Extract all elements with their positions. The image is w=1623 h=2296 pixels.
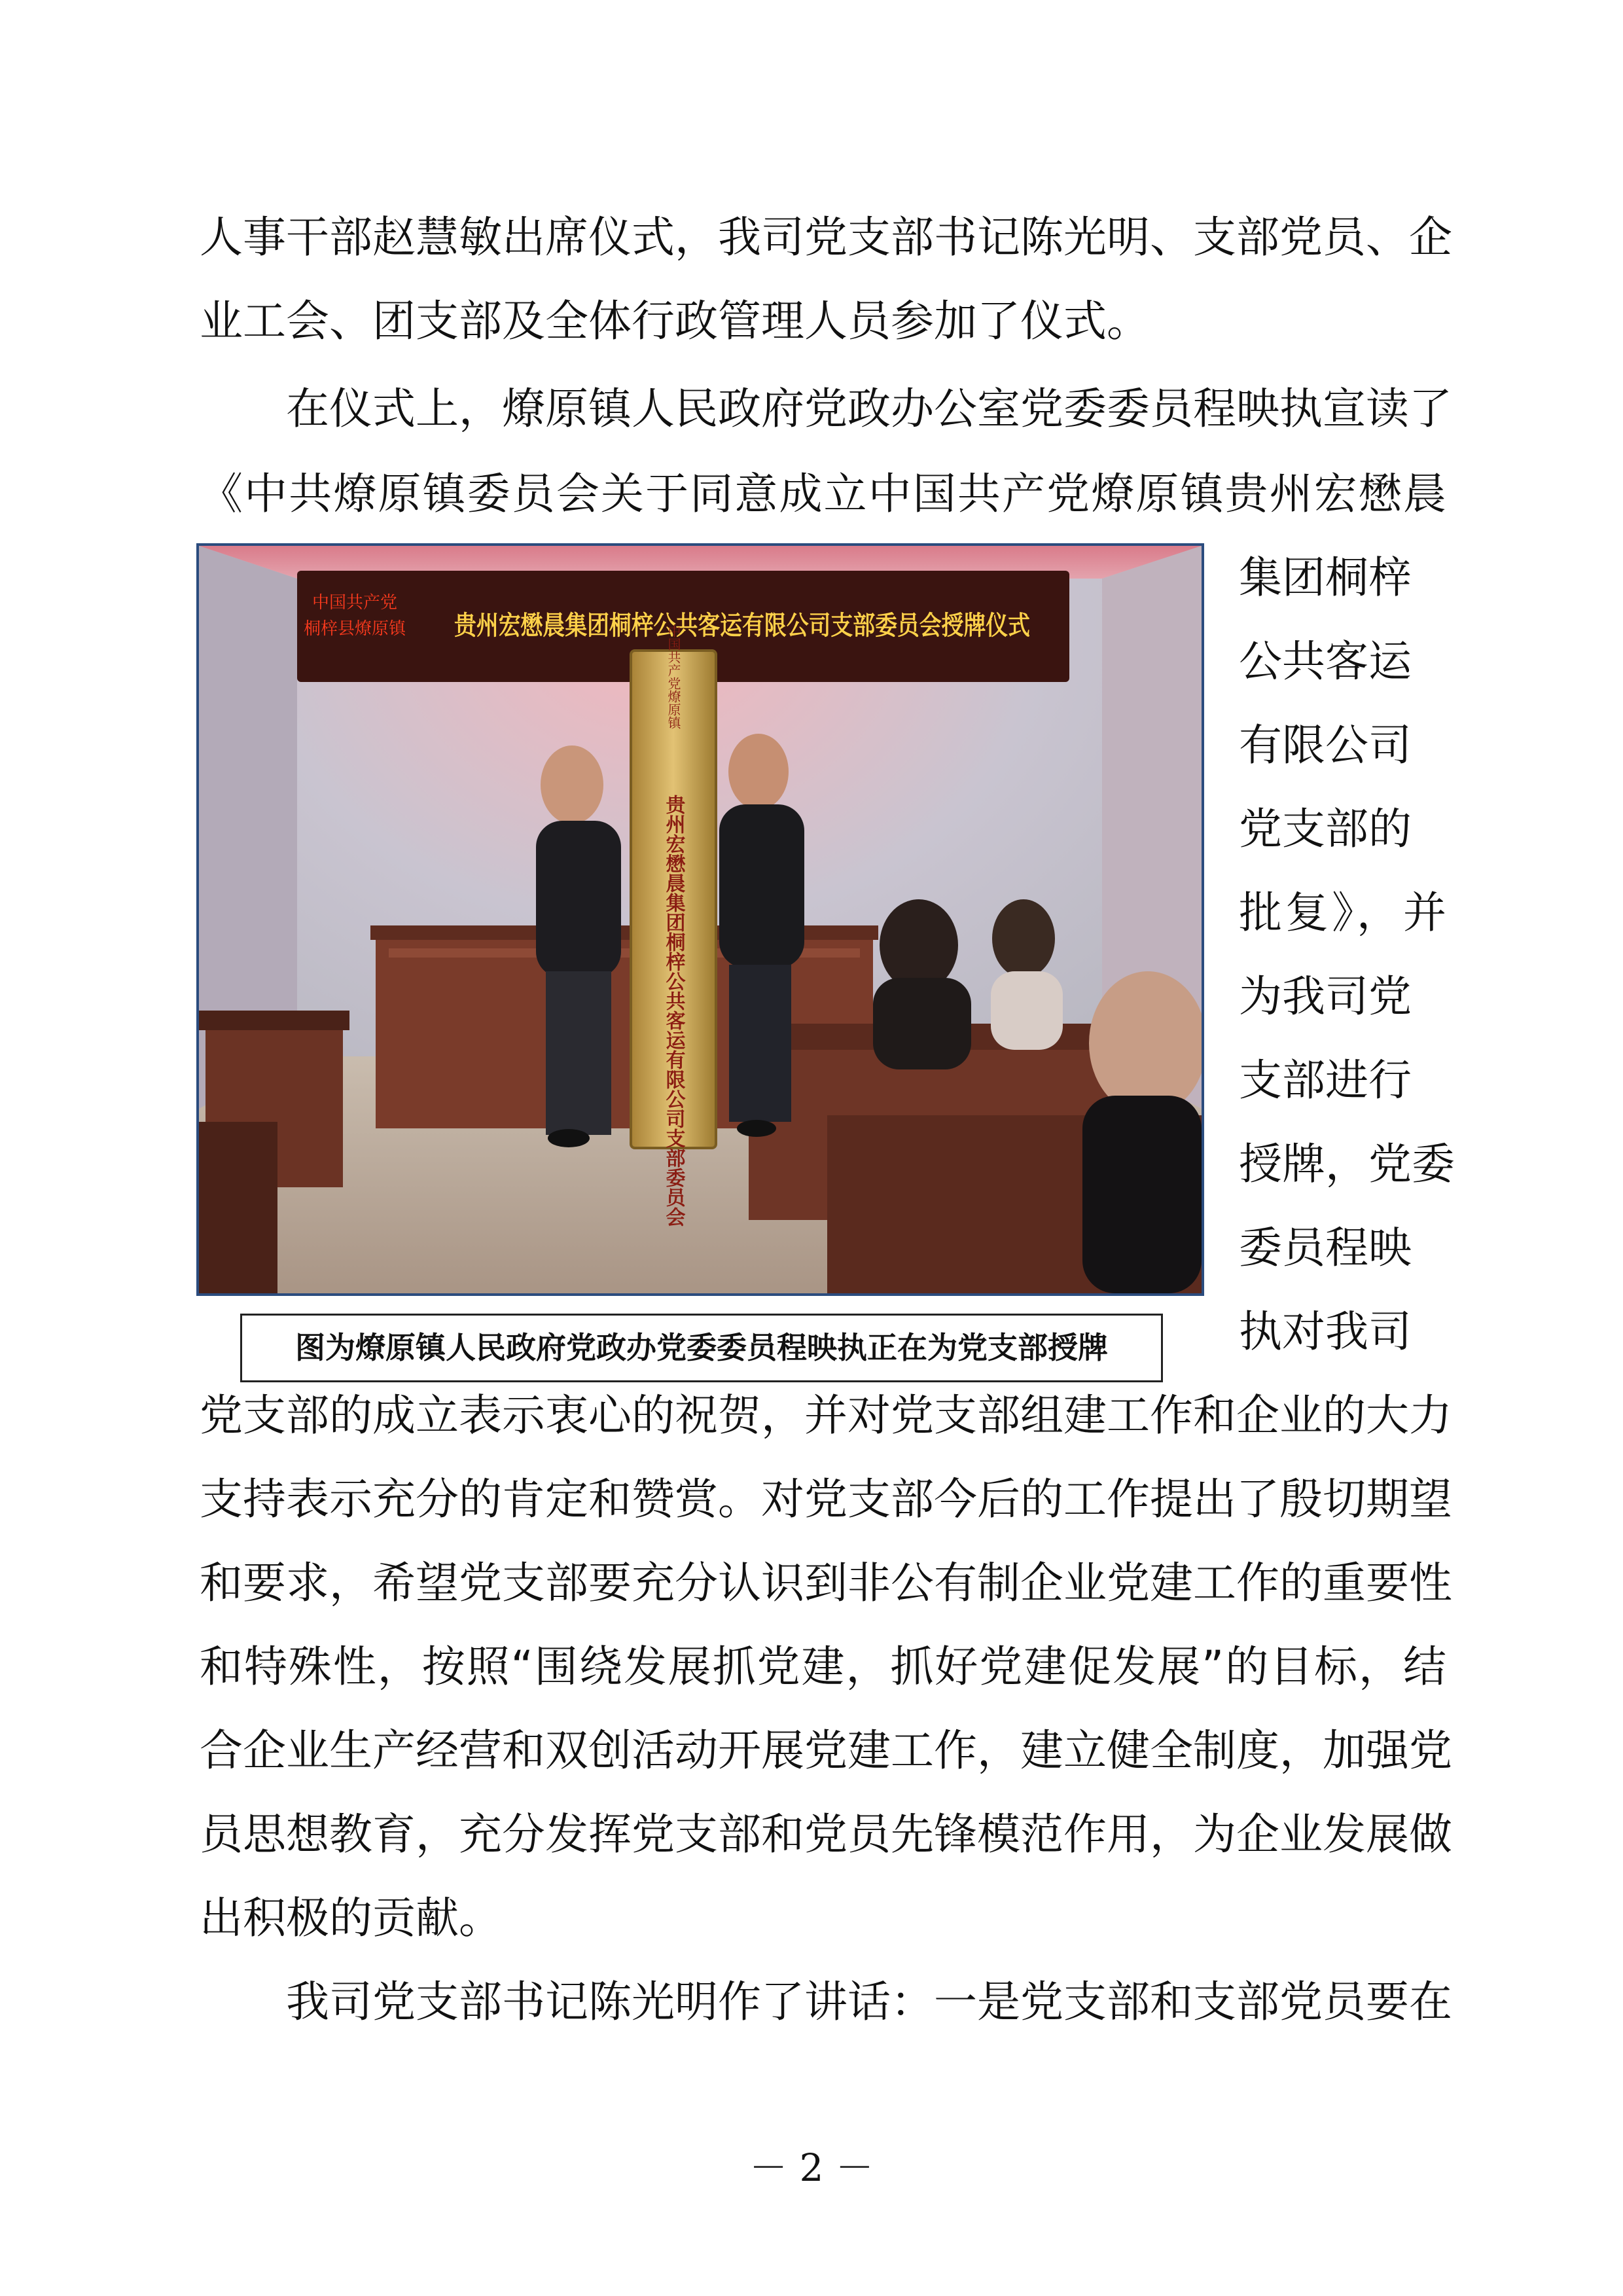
side-text-line: 委员程映 [1239,1223,1412,1273]
side-text-line: 公共客运 [1239,636,1412,687]
side-text-line: 授牌，党委 [1239,1139,1455,1189]
text-line: 业工会、团支部及全体行政管理人员参加了仪式。 [200,296,1150,346]
banner-left-bottom: 桐梓县燎原镇 [303,619,406,639]
text-line: 在仪式上，燎原镇人民政府党政办公室党委委员程映执宣读了 [286,384,1452,434]
banner-left-top: 中国共产党 [312,593,398,613]
ceremony-photo [196,543,1204,1296]
text-line: 支持表示充分的肯定和赞赏。对党支部今后的工作提出了殷切期望 [200,1474,1452,1524]
text-line: 和特殊性，按照“围绕发展抓党建，抓好党建促发展”的目标，结 [200,1641,1446,1692]
text-line: 我司党支部书记陈光明作了讲话：一是党支部和支部党员要在 [286,1977,1452,2027]
plaque-top-text: 中国共产党燎原镇 [666,624,681,729]
photo-caption: 图为燎原镇人民政府党政办党委委员程映执正在为党支部授牌 [240,1314,1163,1382]
side-text-line: 为我司党 [1239,971,1412,1022]
text-line: 合企业生产经营和双创活动开展党建工作，建立健全制度，加强党 [200,1725,1452,1776]
side-text-line: 党支部的 [1239,804,1412,854]
text-line: 党支部的成立表示衷心的祝贺，并对党支部组建工作和企业的大力 [200,1390,1452,1441]
side-text-line: 批复》，并 [1239,888,1446,938]
text-line: 人事干部赵慧敏出席仪式，我司党支部书记陈光明、支部党员、企 [200,212,1452,262]
plaque-main-text: 贵州宏懋晨集团桐梓公共客运有限公司支部委员会 [662,795,685,1227]
text-line: 出积极的贡献。 [200,1893,502,1943]
text-line: 员思想教育，充分发挥党支部和党员先锋模范作用，为企业发展做 [200,1809,1452,1859]
page-number: － 2 － [749,2145,874,2190]
side-text-line: 有限公司 [1239,720,1412,770]
text-line: 《中共燎原镇委员会关于同意成立中国共产党燎原镇贵州宏懋晨 [200,469,1446,519]
ceremony-photo-illustration [199,546,1202,1293]
side-text-line: 集团桐梓 [1239,552,1412,603]
side-text-line: 执对我司 [1239,1306,1412,1357]
text-line: 和要求，希望党支部要充分认识到非公有制企业党建工作的重要性 [200,1558,1452,1608]
side-text-line: 支部进行 [1239,1055,1412,1105]
banner-main-text: 贵州宏懋晨集团桐梓公共客运有限公司支部委员会授牌仪式 [454,611,1030,641]
